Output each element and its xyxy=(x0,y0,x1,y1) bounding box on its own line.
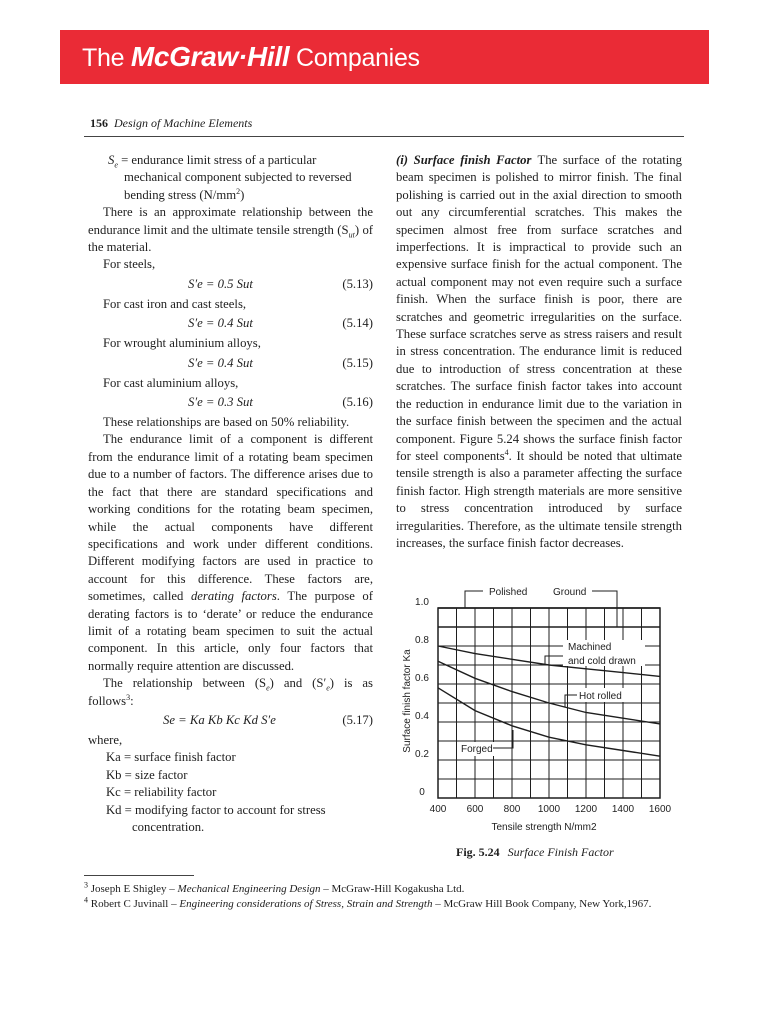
x-tick-label: 1400 xyxy=(611,804,635,815)
definition-kd-continued: concentration. xyxy=(132,820,205,834)
left-column xyxy=(88,152,373,836)
surface-finish-paragraph: (i) Surface finish Factor The surface of the rotating beam specimen is polished to mirror finish. The final polishing is carried out in the axial direction to smooth out any circumferential scratches. This makes the specimen almost free from surface scratches and imperfections. It is impractical to provide such an expensive surface finish for the actual component. The actual component may not even require such a surface finish. When the surface finish is poor, there are scratches and geometric irregularities on the surface. These surface scratches serve as stress raisers and result in stress concentration. The endurance limit is reduced due to introduction of stress concentration at these scratches. The surface finish factor takes into account the reduction in endurance limit due to the variation in the surface finish between the specimen and the actual component. Figure 5.24 shows the surface finish factor for steel components$^4$. It should be noted that ultimate tensile strength is also a parameter affecting the surface finish factor. High strength materials are more sensitive to stress concentration introduced by surface irregularities. Therefore, as the ultimate tensile strength increases, the surface finish factor decreases. xyxy=(396,153,682,550)
leader-polished xyxy=(465,591,483,608)
book-title: Design of Machine Elements xyxy=(114,116,253,130)
equation-lhs: S′e = 0.3 Sut xyxy=(188,395,253,410)
figure-title: Surface Finish Factor xyxy=(507,845,614,859)
label-machined-2: and cold drawn xyxy=(568,656,636,667)
footnote-rule xyxy=(84,875,194,876)
x-tick-label: 1200 xyxy=(574,804,598,815)
leader-machined xyxy=(545,656,563,664)
running-head xyxy=(90,116,252,131)
legend-forged xyxy=(458,730,513,756)
y-tick-label: 0.2 xyxy=(415,749,429,760)
figure-caption xyxy=(456,845,614,860)
cast-aluminium-label: For cast aluminium alloys, xyxy=(103,375,239,390)
equation-lhs: Se = Ka Kb Kc Kd S′e xyxy=(163,712,276,727)
figure-number: Fig. 5.24 xyxy=(456,845,500,859)
reliability-note: These relationships are based on 50% reliability. xyxy=(103,415,350,430)
right-column xyxy=(396,152,682,552)
legend-hot-rolled xyxy=(565,688,635,707)
equation-lhs: S′e = 0.4 Sut xyxy=(188,316,253,331)
surface-finish-chart xyxy=(395,580,685,835)
y-tick-label: 0.8 xyxy=(415,635,429,646)
x-tick-label: 1000 xyxy=(537,804,561,815)
equation-5-13 xyxy=(88,274,373,296)
legend-ground xyxy=(553,587,617,627)
x-tick-label: 600 xyxy=(466,804,484,815)
derating-paragraph: The endurance limit of a component is different from the endurance limit of a rotating beam specimen due to a number of factors. The difference arises due to the fact that there are standard specifications and working conditions for the rotating beam specimen, while the actual components have different specifications and work under different conditions. Different modifying factors are used in practice to account for this difference. These factors are, sometimes, called derating factors. The purpose of derating factors is to ‘derate’ or reduce the endurance limit of a rotating beam specimen to suit the actual component. In this article, only four factors that normally require attention are discussed. xyxy=(88,432,373,673)
publisher-banner xyxy=(60,30,709,84)
x-tick-label: 800 xyxy=(503,804,521,815)
equation-5-17 xyxy=(88,710,373,732)
equation-5-14 xyxy=(88,313,373,335)
label-forged: Forged xyxy=(461,744,493,755)
equation-number: (5.14) xyxy=(342,316,373,331)
equation-number: (5.13) xyxy=(342,276,373,291)
where-label: where, xyxy=(88,732,123,747)
equation-lhs: S′e = 0.4 Sut xyxy=(188,355,253,370)
logo-prefix: The xyxy=(82,44,131,72)
label-ground: Ground xyxy=(553,587,587,598)
footnote-3: $^3$ Joseph E Shigley – Mechanical Engineering Design – McGraw-Hill Kogakusha Ltd. xyxy=(84,880,465,895)
label-polished: Polished xyxy=(489,587,528,598)
equation-lhs: S′e = 0.5 Sut xyxy=(188,276,253,291)
steels-label: For steels, xyxy=(103,257,156,272)
header-rule xyxy=(84,136,684,137)
equation-5-15 xyxy=(88,353,373,375)
label-machined-1: Machined xyxy=(568,642,612,653)
y-tick-label: 0 xyxy=(419,787,425,798)
relationship-intro: The relationship between $(S_e)$ and $(S'_e)$ is as follows$^3$: xyxy=(88,676,373,708)
equation-number: (5.16) xyxy=(342,395,373,410)
publisher-logo xyxy=(82,41,420,73)
section-heading: (i) Surface finish Factor xyxy=(396,153,532,167)
definition-ka: Ka = surface finish factor xyxy=(106,750,236,765)
equation-5-16 xyxy=(88,392,373,414)
se-definition: $S_e$ = endurance limit stress of a particular mechanical component subjected to reversed bending stress $(N/mm^2)$ xyxy=(108,153,352,202)
page-number: 156 xyxy=(90,116,108,130)
x-axis-label: Tensile strength N/mm2 xyxy=(491,822,597,833)
legend-polished xyxy=(465,587,527,608)
definition-kc: Kc = reliability factor xyxy=(106,785,217,800)
logo-brand: McGraw·Hill xyxy=(130,41,290,72)
chart-ticks xyxy=(415,597,672,815)
logo-suffix: Companies xyxy=(289,44,420,72)
equation-number: (5.15) xyxy=(342,355,373,370)
y-axis-label: Surface finish factor Ka xyxy=(402,649,413,753)
footnote-4: $^4$ Robert C Juvinall – Engineering considerations of Stress, Strain and Strength – McGraw Hill Book Company, New York,1967. xyxy=(84,895,652,910)
definition-kd: Kd = modifying factor to account for stress xyxy=(106,802,326,817)
relationship-paragraph: There is an approximate relationship between the endurance limit and the ultimate tensile strength $(S_{ut})$ of the material. xyxy=(88,205,374,255)
y-tick-label: 0.4 xyxy=(415,711,429,722)
legend-machined xyxy=(545,640,645,667)
x-tick-label: 400 xyxy=(429,804,447,815)
footnotes xyxy=(84,882,688,912)
label-hot-rolled: Hot rolled xyxy=(579,691,622,702)
y-tick-label: 1.0 xyxy=(415,597,429,608)
y-tick-label: 0.6 xyxy=(415,673,429,684)
wrought-label: For wrought aluminium alloys, xyxy=(103,336,261,351)
definition-kb: Kb = size factor xyxy=(106,767,188,782)
cast-iron-label: For cast iron and cast steels, xyxy=(103,296,247,311)
x-tick-label: 1600 xyxy=(648,804,672,815)
equation-number: (5.17) xyxy=(342,712,373,727)
